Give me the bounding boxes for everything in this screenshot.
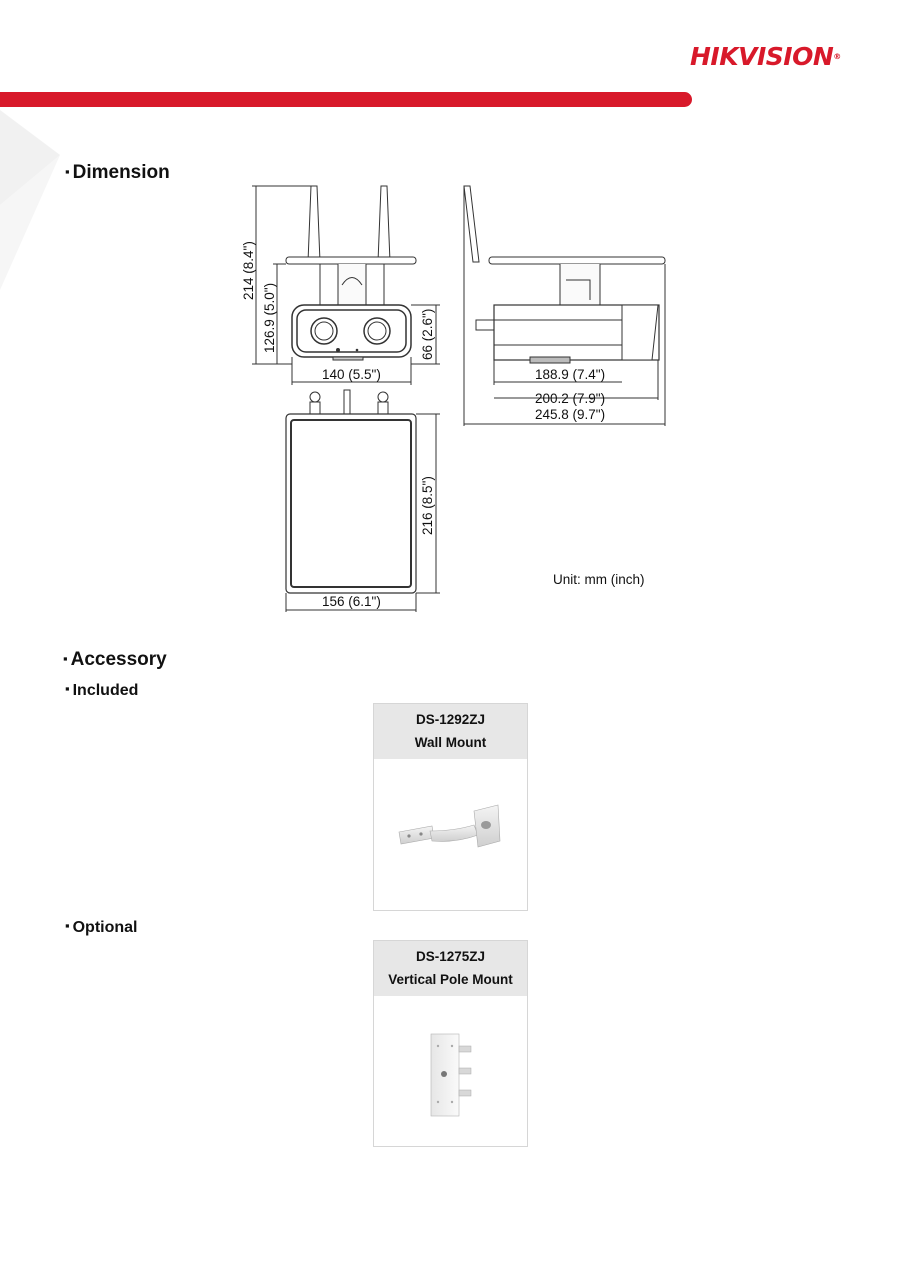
accessory-model: DS-1292ZJ	[415, 712, 486, 727]
dim-label-depth-mid: 200.2 (7.9")	[535, 391, 606, 406]
hikvision-logo	[690, 42, 860, 72]
vertical-pole-mount-image	[374, 996, 527, 1146]
dim-label-plate-height: 216 (8.5")	[420, 476, 435, 535]
optional-accessory-card	[373, 940, 528, 1147]
logo-reg-mark: ®	[833, 52, 841, 61]
logo-text-right: VISION	[738, 42, 834, 71]
logo-text-left: HIK	[690, 42, 739, 71]
accessory-name: Vertical Pole Mount	[388, 972, 513, 987]
dim-label-depth-total: 245.8 (9.7")	[535, 407, 606, 422]
header-red-bar	[0, 92, 692, 107]
card-header	[374, 941, 527, 996]
included-accessory-card	[373, 703, 528, 911]
card-image	[374, 759, 527, 914]
dim-label-body-height: 66 (2.6")	[420, 308, 435, 360]
unit-label: Unit: mm (inch)	[553, 572, 645, 587]
watermark-shape-icon	[0, 110, 70, 300]
dim-label-plate-width: 156 (6.1")	[322, 594, 381, 609]
dim-label-mount-height: 126.9 (5.0")	[262, 282, 277, 353]
dim-label-depth-body: 188.9 (7.4")	[535, 367, 606, 382]
accessory-model: DS-1275ZJ	[415, 949, 486, 964]
subtitle-optional: ▪ Optional	[65, 918, 138, 936]
section-title-dimension: ▪ Dimension	[65, 162, 170, 183]
wall-mount-bracket-image	[374, 759, 527, 909]
section-title-accessory: ▪ Accessory	[63, 649, 167, 670]
dim-label-total-height: 214 (8.4")	[241, 241, 256, 300]
subtitle-included: ▪ Included	[65, 681, 139, 699]
dim-label-body-width: 140 (5.5")	[322, 367, 381, 382]
side-view-drawing	[464, 186, 665, 426]
card-image	[374, 996, 527, 1151]
accessory-name: Wall Mount	[414, 735, 487, 750]
dimension-drawing	[230, 178, 670, 618]
card-header	[374, 704, 527, 759]
front-view-drawing	[252, 186, 440, 385]
top-view-drawing	[286, 390, 440, 612]
